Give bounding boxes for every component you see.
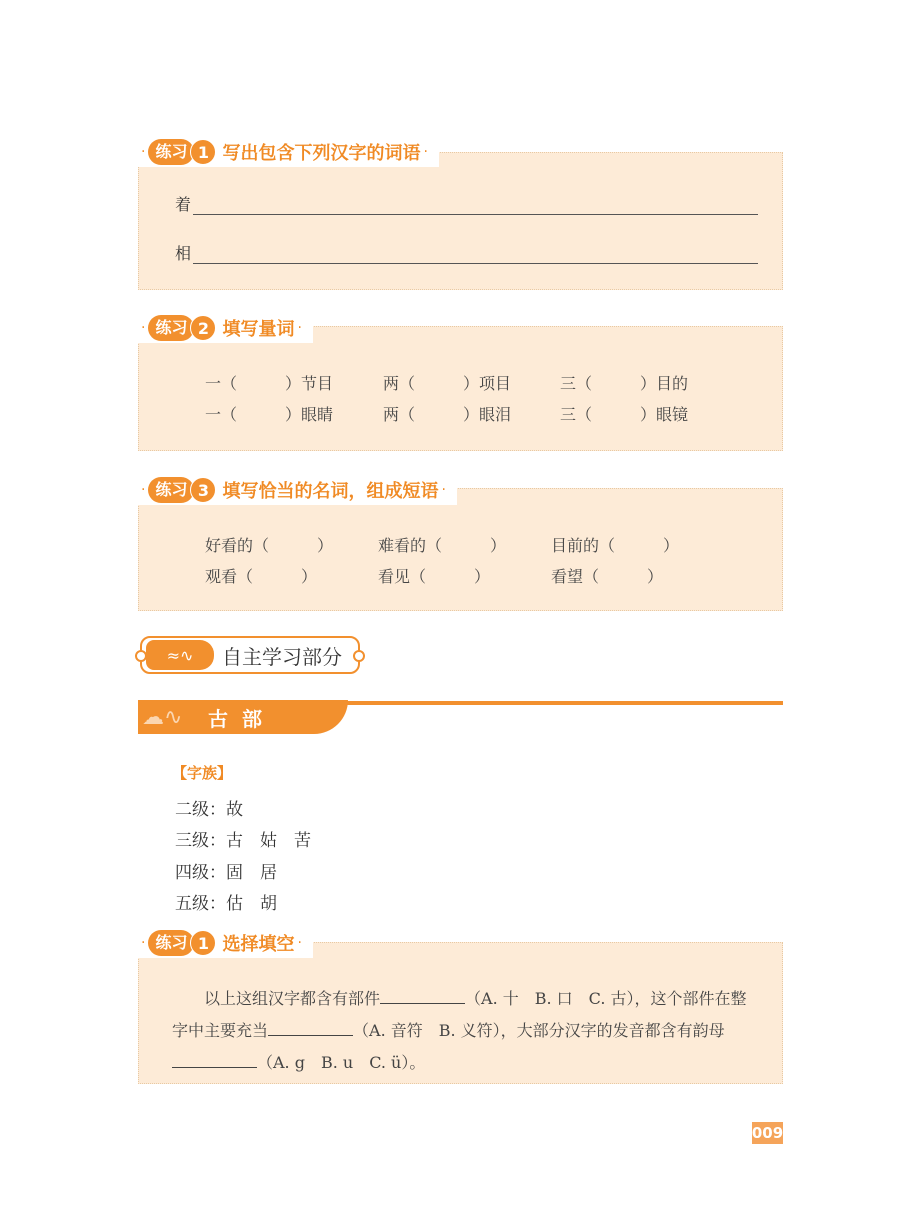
exercise-title: 选择填空: [222, 934, 295, 955]
fill-item[interactable]: 三（ ）眼镜: [560, 405, 689, 424]
level-chars: 固 居: [226, 863, 277, 883]
exercise-badge: [148, 315, 216, 341]
fill-item[interactable]: 一（ ）眼睛: [205, 405, 334, 424]
dot-icon: ·: [441, 482, 446, 498]
section-rule: [340, 701, 783, 705]
fill-item[interactable]: 两（ ）眼泪: [383, 405, 512, 424]
fill-item[interactable]: 三（ ）目的: [560, 374, 689, 393]
family-level: [175, 889, 277, 914]
dot-icon: ·: [141, 320, 146, 336]
exercise-badge: [148, 930, 216, 956]
exercise-title: 填写恰当的名词，组成短语: [222, 481, 439, 502]
exercise-2-header: [138, 313, 313, 343]
family-level: [175, 795, 243, 820]
fill-item[interactable]: 难看的（ ）: [378, 536, 507, 555]
word-line-1: [175, 192, 758, 215]
choice-text: （A. 十 B. 口 C. 古），这个部件在整字中主要充当: [172, 989, 747, 1040]
dot-icon: ·: [423, 144, 428, 160]
dot-icon: ·: [297, 320, 302, 336]
level-chars: 故: [226, 800, 243, 820]
exercise-title: 填写量词: [222, 319, 295, 340]
answer-blank[interactable]: [268, 1017, 353, 1036]
level-label: 五级：: [175, 894, 226, 914]
fill-item[interactable]: 目前的（ ）: [551, 536, 680, 555]
badge-number: 1: [190, 930, 216, 956]
level-chars: 古 姑 苦: [226, 831, 311, 851]
answer-blank[interactable]: [172, 1049, 257, 1068]
exercise-badge: [148, 139, 216, 165]
fill-item[interactable]: 一（ ）节目: [205, 374, 334, 393]
badge-number: 3: [190, 477, 216, 503]
badge-number: 1: [190, 139, 216, 165]
cloud-scroll-icon: ≈∿: [146, 640, 214, 670]
badge-label: 练习: [148, 139, 194, 165]
level-label: 二级：: [175, 800, 226, 820]
answer-blank[interactable]: [193, 243, 758, 264]
section-title: 古部: [208, 706, 276, 731]
choice-text: （A. 音符 B. 义符），大部分汉字的发音都含有韵母: [353, 1021, 725, 1040]
badge-label: 练习: [148, 315, 194, 341]
fill-item[interactable]: 看望（ ）: [551, 567, 664, 586]
level-label: 三级：: [175, 831, 226, 851]
cloud-icon: ☁∿: [142, 704, 183, 730]
answer-blank[interactable]: [193, 194, 758, 215]
fill-item[interactable]: 两（ ）项目: [383, 374, 512, 393]
banner-label: 自主学习部分: [222, 644, 342, 669]
fill-item[interactable]: 好看的（ ）: [205, 536, 334, 555]
self-study-banner: [140, 636, 360, 674]
exercise-badge: [148, 477, 216, 503]
exercise-1-header: [138, 137, 439, 167]
exercise-1-box: [138, 152, 783, 290]
choice-paragraph: [172, 983, 762, 1079]
badge-number: 2: [190, 315, 216, 341]
badge-label: 练习: [148, 477, 194, 503]
level-chars: 估 胡: [226, 894, 277, 914]
answer-blank[interactable]: [380, 985, 465, 1004]
choice-text: 以上这组汉字都含有部件: [204, 989, 381, 1008]
dot-icon: ·: [141, 482, 146, 498]
choice-text: （A. g B. u C. ü）。: [257, 1053, 426, 1072]
dot-icon: ·: [297, 935, 302, 951]
knob-icon: [353, 650, 365, 662]
exercise-title: 写出包含下列汉字的词语: [222, 143, 421, 164]
dot-icon: ·: [141, 935, 146, 951]
knob-icon: [135, 650, 147, 662]
family-level: [175, 826, 311, 851]
badge-label: 练习: [148, 930, 194, 956]
dot-icon: ·: [141, 144, 146, 160]
word-line-2: [175, 241, 758, 264]
page-number: 009: [751, 1124, 784, 1142]
level-label: 四级：: [175, 863, 226, 883]
word-char: 相: [175, 244, 192, 263]
word-char: 着: [175, 195, 192, 214]
section-header: [138, 700, 348, 734]
exercise-3-header: [138, 475, 457, 505]
fill-item[interactable]: 看见（ ）: [378, 567, 491, 586]
word-family-title: 【字族】: [172, 764, 233, 782]
family-level: [175, 858, 277, 883]
exercise-choice-header: [138, 928, 313, 958]
fill-item[interactable]: 观看（ ）: [205, 567, 318, 586]
